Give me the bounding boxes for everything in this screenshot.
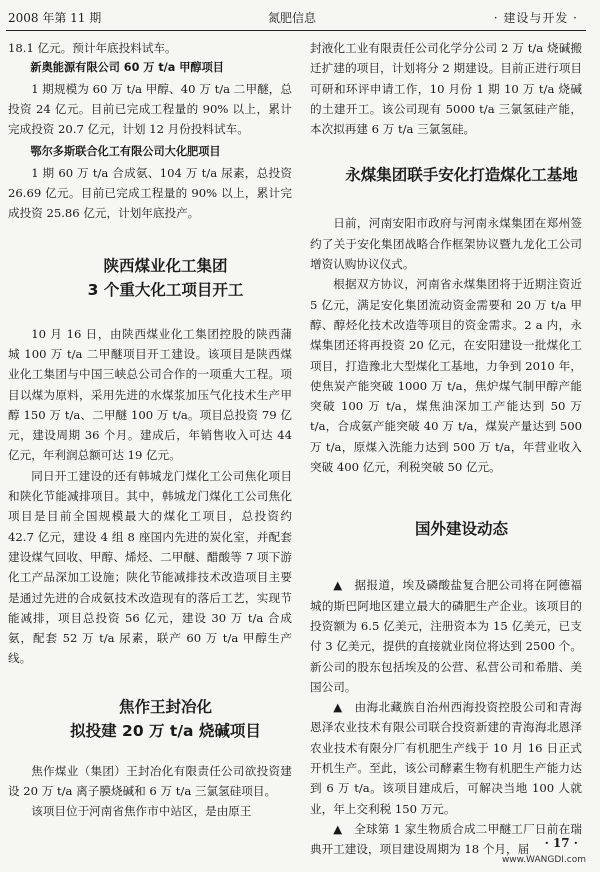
xinao-paragraph: 1 期规模为 60 万 t/a 甲醇、40 万 t/a 二甲醚，总投资 24 亿元。目前已完成工程量的 90% 以上，累计完成投资 20.7 亿元，计划 12 月份投料试车。: [8, 81, 292, 137]
continued-paragraph: 封液化工业有限责任公司化学分公司 2 万 t/a 烧碱搬迁扩建的项目，计划将分 2 期建设。目前正进行项目可研和环评申请工作，10 月份 1 期 10 万 t/a 烧碱的土建开工。该公司现有 5000 t/a 三氯氢硅产能，本次拟再建 6 万 t/a 三氯氢硅。: [310, 41, 582, 137]
jiaozuo-paragraph-2: 该项目位于河南省焦作市中站区，是由原王: [31, 804, 252, 819]
section-label: · 建设与开发 ·: [493, 11, 578, 25]
header-rule: [6, 30, 586, 31]
page-number: · 17 ·: [544, 836, 578, 850]
xinao-heading: 新奥能源有限公司 60 万 t/a 甲醇项目: [30, 61, 224, 75]
page-header: [0, 0, 600, 30]
erdos-paragraph: 1 期 60 万 t/a 合成氨、104 万 t/a 尿素，总投资 26.69 亿元。目前已完成工程量的 90% 以上，累计完成投资 25.86 亿元，计划年底投产。: [8, 165, 292, 221]
yongmei-headline: 永煤集团联手安化打造煤化工基地: [345, 166, 578, 185]
journal-name: 氮肥信息: [268, 11, 317, 25]
watermark-url: www.WANGDI.com: [501, 855, 586, 865]
foreign-news-headline: 国外建设动态: [414, 520, 508, 539]
foreign-item-qinghai: ▲ 由海北藏族自治州西海投资控股公司和青海恩泽农业技术有限公司联合投资新建的青海海北恩泽农业技术有限分厂有机肥生产线于 10 月 16 日正式开机生产。至此，该公司酵素生物有机肥生产能力达到 6 万 t/a。该项目建成后，可解决当地 100 人就业，年上交利税 150 万元。: [310, 700, 582, 816]
shaanxi-paragraph-1: 10 月 16 日，由陕西煤业化工集团控股的陕西蒲城 100 万 t/a 二甲醚项目开工建设。该项目是陕西煤业化工集团与中国三峡总公司合作的一项重大工程。项目以煤为原料，采用先进的水煤浆加压气化技术生产甲醇 150 万 t/a、二甲醚 100 万 t/a。项目总投资 79 亿元，建设周期 36 个月。建成后，年销售收入可达 44 亿元，年利润总额可达 19 亿元。: [8, 326, 292, 463]
yongmei-paragraph-2: 根据双方协议，河南省永煤集团将于近期注资近 5 亿元，满足安化集团流动资金需要和 20 万 t/a 甲醇、醇烃化技术改造等项目的资金需求。2 a 内，永煤集团还将再投资 20 亿元，在安阳建设一批煤化工项目，打造豫北大型煤化工基地，力争到 2010 年，使焦炭产能突破 1000 万 t/a，焦炉煤气制甲醇产能突破 100 万 t/a，煤焦油深加工产能达到 50 万 t/a，合成氨产能突破 40 万 t/a，煤炭产量达到 500 万 t/a，原煤入洗能力达到 500 万 t/a，年营业收入突破 400 亿元，利税突破 50 亿元。: [310, 277, 582, 475]
yongmei-paragraph-1: 日前，河南安阳市政府与河南永煤集团在郑州签约了关于安化集团战略合作框架协议暨九龙化工公司增资认购协议仪式。: [310, 216, 582, 272]
right-column: [310, 38, 582, 860]
intro-paragraph: 18.1 亿元。预计年底投料试车。: [8, 41, 177, 55]
shaanxi-paragraph-2: 同日开工建设的还有韩城龙门煤化工公司焦化项目和陕化节能减排项目。其中，韩城龙门煤化工公司焦化项目是目前全国规模最大的煤化工项目，总投资约 42.7 亿元，建设 4 组 8 座国内先进的炭化室，并配套建设煤气回收、甲醇、烯烃、二甲醚、醋酸等 7 项下游化工产品深加工设施；陕化节能减排技术改造项目主要是通过先进的合成氨技术改造现有的落后工艺，实现节能减排，项目总投资 56 亿元，建设 30 万 t/a 合成氨，配套 52 万 t/a 尿素，联产 60 万 t/a 甲醇生产线。: [8, 468, 292, 666]
jiaozuo-headline-line1: 焦作王封冶化: [118, 697, 212, 716]
left-column: [8, 38, 292, 822]
foreign-item-egypt: ▲ 据报道，埃及磷酸盐复合肥公司将在阿德福城的斯巴阿地区建立最大的磷肥生产企业。该项目的投资额为 6.5 亿美元，注册资本为 15 亿美元，已支付 3 亿美元，提供的直接就业岗位将达到 2500 个。新公司的股东包括埃及的公营、私营公司和希腊、美国公司。: [310, 578, 582, 694]
erdos-heading: 鄂尔多斯联合化工有限公司大化肥项目: [30, 145, 221, 159]
shaanxi-headline-line2: 3 个重大化工项目开工: [87, 280, 244, 299]
issue-label: 2008 年第 11 期: [8, 11, 102, 25]
shaanxi-headline-line1: 陕西煤业化工集团: [103, 256, 228, 275]
jiaozuo-headline-line2: 拟投建 20 万 t/a 烧碱项目: [70, 721, 261, 740]
jiaozuo-paragraph-1: 焦作煤业（集团）王封冶化有限责任公司欲投资建设 20 万 t/a 离子膜烧碱和 6 万 t/a 三氯氢硅项目。: [8, 763, 292, 799]
foreign-item-sweden: ▲ 全球第 1 家生物质合成二甲醚工厂日前在瑞典开工建设，项目建设周期为 18 个月，届: [310, 821, 582, 857]
